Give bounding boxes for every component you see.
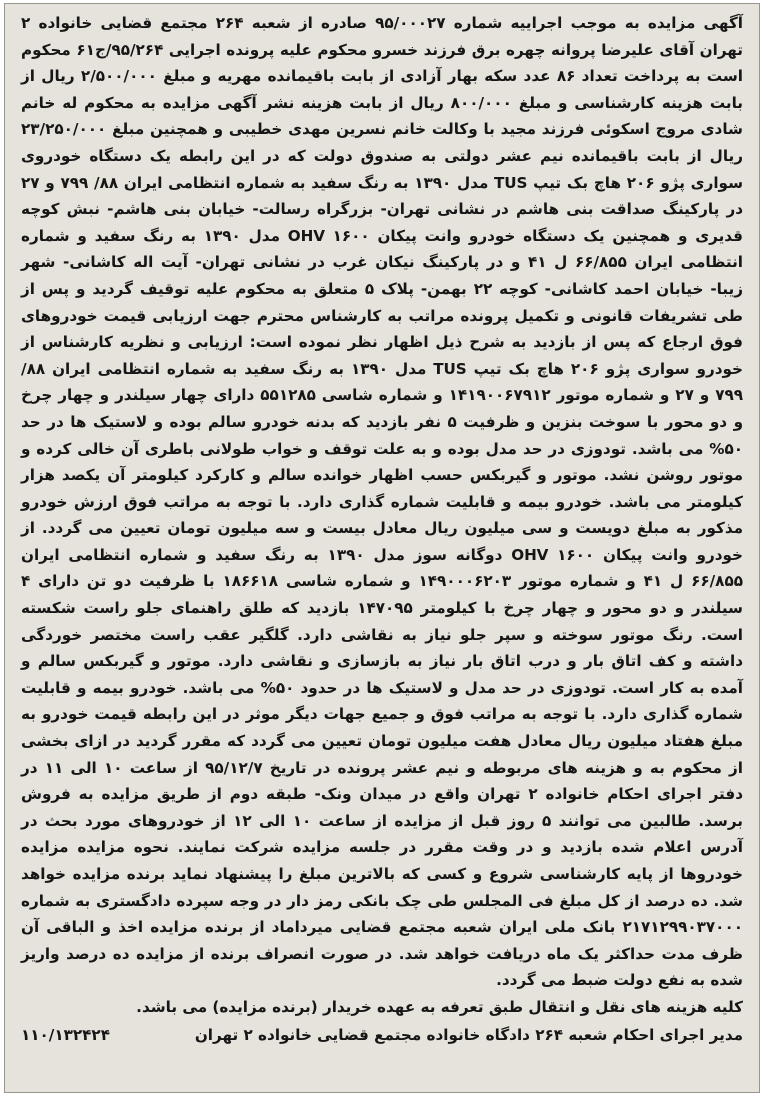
auction-notice — [4, 3, 760, 1093]
notice-signature: مدیر اجرای احکام شعبه ۲۶۴ دادگاه خانواده مجتمع قضایی خانواده ۲ تهران — [194, 1025, 743, 1044]
notice-reference-number: ۱۱۰/۱۳۲۴۲۴ — [21, 1025, 110, 1044]
notice-body: آگهی مزایده به موجب اجراییه شماره ۹۵/۰۰۰۲۷ صادره از شعبه ۲۶۴ مجتمع قضایی خانواده ۲ تهران آقای علیرضا پروانه چهره برق فرزند خسرو محکوم علیه پرونده اجرایی ۹۵/۲۶۴/ج۶۱ محکوم است به پرداخت تعداد ۸۶ عدد سکه بهار آزادی از بابت باقیمانده مهریه و مبلغ ۲/۵۰۰/۰۰۰ ریال از بابت هزینه کارشناسی و مبلغ ۸۰۰/۰۰۰ ریال از بابت هزینه نشر آگهی مزایده به محکوم له خانم شادی مروج اسکوئی فرزند مجید با وکالت خانم نسرین مهدی خطیبی و همچنین مبلغ ۲۳/۲۵۰/۰۰۰ ریال از بابت باقیمانده نیم عشر دولتی به صندوق دولت که در این رابطه یک دستگاه خودروی سواری پژو ۲۰۶ هاچ بک تیپ TUS مدل ۱۳۹۰ به رنگ سفید به شماره انتظامی ایران ۸۸/ ۷۹۹ و ۲۷ در پارکینگ صداقت بنی هاشم در نشانی تهران- بزرگراه رسالت- خیابان بنی هاشم- نبش کوچه قدیری و همچنین یک دستگاه خودرو وانت پیکان OHV ۱۶۰۰ مدل ۱۳۹۰ به رنگ سفید و شماره انتظامی ایران ۶۶/۸۵۵ ل ۴۱ و در پارکینگ نیکان غرب در نشانی تهران- آیت اله کاشانی- شهر زیبا- خیابان احمد کاشانی- کوچه ۲۲ بهمن- پلاک ۵ متعلق به محکوم علیه توقیف گردید و پس از طی تشریفات قانونی و تکمیل پرونده مراتب به کارشناس محترم جهت ارزیابی قیمت خودروهای فوق ارجاع که پس از بازدید به شرح ذیل اظهار نظر نموده است: ارزیابی و نظریه کارشناس از خودرو سواری پژو ۲۰۶ هاچ بک تیپ TUS مدل ۱۳۹۰ به رنگ سفید به شماره انتظامی ایران ۸۸/ ۷۹۹ و ۲۷ و شماره موتور ۱۴۱۹۰۰۶۷۹۱۲ و شماره شاسی ۵۵۱۲۸۵ دارای چهار سیلندر و چهار چرخ و دو محور با سوخت بنزین و ظرفیت ۵ نفر بازدید که بدنه خودرو سالم بوده و لاستیک ها در حد ۵۰% می باشد. تودوزی در حد مدل بوده و به علت توقف و خواب طولانی باطری آن خالی کرده و موتور روشن نشد. موتور و گیربکس حسب اظهار خوانده سالم و کارکرد کیلومتر آن یکصد هزار کیلومتر می باشد. خودرو بیمه و قابلیت شماره گذاری دارد. با توجه به مراتب فوق ارزش خودرو مذکور به مبلغ دویست و سی میلیون ریال معادل بیست و سه میلیون تومان تعیین می گردد. از خودرو وانت پیکان OHV ۱۶۰۰ دوگانه سوز مدل ۱۳۹۰ به رنگ سفید و شماره انتظامی ایران ۶۶/۸۵۵ ل ۴۱ و شماره موتور ۱۴۹۰۰۰۶۲۰۳ و شماره شاسی ۱۸۶۶۱۸ با ظرفیت دو تن دارای ۴ سیلندر و دو محور و چهار چرخ با کیلومتر ۱۴۷۰۹۵ بازدید که طلق راهنمای جلو راست شکسته است. رنگ موتور سوخته و سپر جلو نیاز به نقاشی دارد. گلگیر عقب راست مختصر خوردگی داشته و کف اتاق بار و درب اتاق بار نیاز به بازسازی و نقاشی دارد. موتور و گیربکس سالم و آمده به کار است. تودوزی در حد مدل و لاستیک ها در حدود ۵۰% می باشد. خودرو بیمه و قابلیت شماره گذاری دارد. با توجه به مراتب فوق و جمیع جهات دیگر موثر در این رابطه قیمت خودرو به مبلغ هفتاد میلیون ریال معادل هفت میلیون تومان تعیین می گردد که مقرر گردید در ازای بخشی از محکوم به و هزینه های مربوطه و نیم عشر پرونده در تاریخ ۹۵/۱۲/۷ از ساعت ۱۰ الی ۱۱ در دفتر اجرای احکام خانواده ۲ تهران واقع در میدان ونک- طبقه دوم از طریق مزایده به فروش برسد. طالبین می توانند ۵ روز قبل از مزایده از ساعت ۱۰ الی ۱۲ از خودروهای مورد بحث در آدرس اعلام شده بازدید و در وقت مقرر در جلسه مزایده شرکت نمایند. نحوه مزایده مزایده خودروها از پایه کارشناسی شروع و کسی که بالاترین مبلغ را پیشنهاد نماید برنده مزایده خواهد شد. ده درصد از کل مبلغ فی المجلس طی چک بانکی رمز دار در وجه سپرده دادگستری به شماره ۲۱۷۱۲۹۹۰۳۷۰۰۰ بانک ملی ایران شعبه مجتمع قضایی میرداماد از برنده مزایده اخذ و الباقی آن ظرف مدت حداکثر یک ماه دریافت خواهد شد. در صورت انصراف برنده از مزایده ده درصد واریز شده به نفع دولت ضبط می گردد. — [21, 14, 744, 990]
notice-footer — [21, 1023, 743, 1047]
notice-closing: کلیه هزینه های نقل و انتقال طبق تعرفه به عهده خریدار (برنده مزایده) می باشد. — [136, 997, 743, 1016]
